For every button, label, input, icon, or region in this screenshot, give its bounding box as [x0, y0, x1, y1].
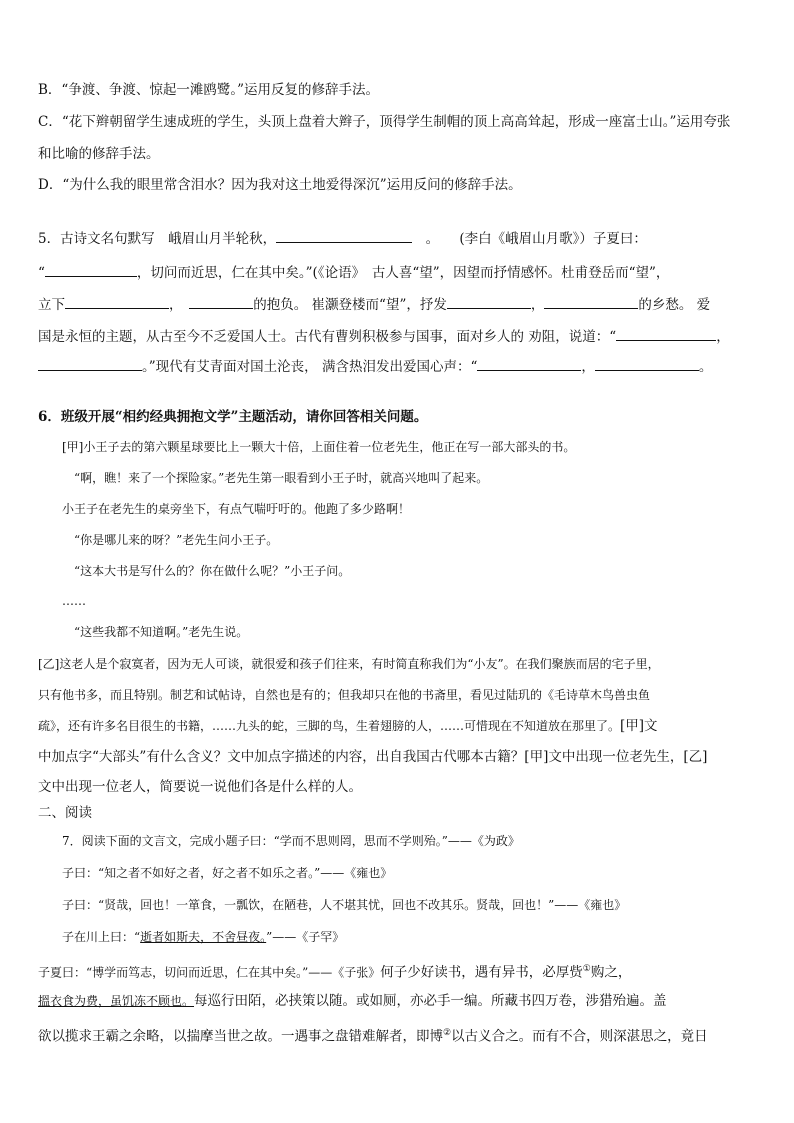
footnote-marker: ①	[582, 964, 591, 974]
q5-text: ，	[169, 297, 176, 313]
answer-blank[interactable]	[477, 356, 581, 371]
q7-line: 子曰：“知之者不如好之者，好之者不如乐之者。”——《雍也》	[62, 866, 393, 880]
section-heading: 二、阅读	[38, 805, 92, 821]
q6-passage-line: “这本大书是写什么的？你在做什么呢？”小王子问。	[74, 564, 351, 578]
q7-text: 每巡行田陌，必挟策以随。或如厕，亦必手一编。所藏书四万卷，涉猎殆遍。盖	[194, 993, 667, 1009]
q5-line5	[38, 356, 756, 377]
q6-passage-line: “啊，瞧！来了一个探险家。”老先生第一眼看到小王子时，就高兴地叫了起来。	[74, 471, 489, 485]
q6-question-line: 文中出现一位老人，简要说一说他们各是什么样的人。	[38, 779, 362, 795]
q6-passage-line: [甲]小王子去的第六颗星球要比上一颗大十倍，上面住着一位老先生，他正在写一部大部头的书。	[62, 440, 576, 454]
answer-blank[interactable]	[276, 228, 412, 243]
q5-text: ，	[530, 297, 545, 313]
q7-underlined-text: 搵衣食为费，虽饥冻不顾也。	[38, 994, 195, 1008]
q5-line3	[38, 294, 756, 315]
q6-passage-line: ……	[62, 594, 86, 608]
q5-text: “	[38, 265, 45, 281]
q6-question-text: [甲]文	[620, 718, 658, 734]
q7-text: ”——《子罕》	[266, 930, 345, 944]
q5-text: 立下	[38, 297, 65, 313]
q7-line: 7．阅读下面的文言文，完成小题子曰：“学而不思则罔，思而不学则殆。”——《为政》	[62, 834, 520, 848]
q7-text: 何子少好读书，遇有异书，必厚赀	[380, 964, 583, 981]
q7-text: 欲以揽求王霸之余略，以揣摩当世之故。一遇事之盘错难解者，即博	[38, 1028, 443, 1045]
answer-blank[interactable]	[189, 294, 253, 309]
q6-title: 6．班级开展“相约经典拥抱文学”主题活动，请你回答相关问题。	[38, 409, 428, 425]
option-b: B．“争渡、争渡、惊起一滩鸥鹭。”运用反复的修辞手法。	[38, 82, 379, 98]
q6-passage-line: 只有他书多，而且特别。制艺和试帖诗，自然也是有的；但我却只在他的书斋里，看见过陆玑的《毛诗草木鸟兽虫鱼	[38, 688, 651, 702]
q6-passage-text: 疏》，还有许多名目很生的书籍，……九头的蛇，三脚的鸟，生着翅膀的人，……可惜现在不知道放在那里了。	[38, 719, 621, 733]
answer-blank[interactable]	[65, 294, 169, 309]
q5-line1	[38, 228, 756, 249]
q5-text: ，切问而近思，仁在其中矣。”(《论语》 古人喜“望”，因望而抒情感怀。杜甫登岳而“望”，	[136, 265, 670, 281]
q7-text: 购之，	[590, 964, 632, 981]
q5-text: 的乡愁。 爱	[638, 297, 711, 313]
q5-text: ，	[581, 359, 595, 375]
q7-text: 子夏曰：“博学而笃志，切问而近思，仁在其中矣。”——《子张》	[38, 965, 381, 980]
q5-text: 。”现代有艾青面对国土沦丧， 满含热泪发出爱国心声：“	[142, 359, 478, 375]
answer-blank[interactable]	[595, 356, 699, 371]
q7-line	[62, 927, 756, 947]
q5-text: 。 (李白《峨眉山月歌》）子夏曰：	[425, 231, 647, 247]
q7-text: 子在川上曰：“	[62, 930, 141, 944]
q6-passage-line	[38, 716, 756, 736]
answer-blank[interactable]	[616, 326, 716, 341]
answer-blank[interactable]	[447, 294, 531, 309]
q7-line: 子曰：“贤哉，回也！一箪食，一瓢饮，在陋巷，人不堪其忧，回也不改其乐。贤哉，回也！”——《雍也》	[62, 898, 627, 912]
answer-blank[interactable]	[38, 356, 142, 371]
option-c-line1: C．“花下辫朝留学生速成班的学生，头顶上盘着大辫子，顶得学生制帽的顶上高高耸起，形成一座富士山。”运用夸张	[38, 114, 731, 130]
q5-text: 。	[698, 359, 713, 375]
answer-blank[interactable]	[544, 294, 638, 309]
q5-text: 5．古诗文名句默写 峨眉山月半轮秋，	[38, 231, 277, 247]
q7-line	[38, 1023, 756, 1047]
q6-passage-line: [乙]这老人是个寂寞者，因为无人可谈，就很爱和孩子们往来，有时简直称我们为“小友”。在我们聚族而居的宅子里，	[38, 657, 660, 671]
q7-line	[38, 991, 756, 1011]
answer-blank[interactable]	[45, 262, 137, 277]
q6-passage-line: 小王子在老先生的桌旁坐下，有点气喘吁吁的。他跑了多少路啊！	[62, 502, 411, 516]
q5-text: 国是永恒的主题，从古至今不乏爱国人士。古代有曹刿积极参与国事，面对乡人的 劝阻，说道：“	[38, 329, 617, 345]
footnote-marker: ②	[443, 1028, 452, 1038]
q5-line4	[38, 326, 756, 347]
q7-line	[38, 959, 756, 983]
q6-passage-line: “这些我都不知道啊。”老先生说。	[74, 625, 249, 639]
option-d: D．“为什么我的眼里常含泪水？因为我对这土地爱得深沉”运用反问的修辞手法。	[38, 177, 522, 193]
q5-text: ，	[716, 329, 730, 345]
option-c-line2: 和比喻的修辞手法。	[38, 146, 160, 162]
q5-text: 的抱负。 崔灏登楼而“望”，抒发	[253, 297, 447, 313]
q6-passage-line: “你是哪儿来的呀？”老先生问小王子。	[74, 533, 279, 547]
q7-text: 以古义合之。而有不合，则深湛思之，竟日	[451, 1028, 708, 1045]
q5-line2	[38, 262, 756, 283]
q7-underlined-text: 逝者如斯夫，不舍昼夜。	[140, 930, 267, 944]
q6-question-line: 中加点字“大部头”有什么含义？文中加点字描述的内容，出自我国古代哪本古籍？[甲]文中出现一位老先生，[乙]	[38, 749, 708, 765]
